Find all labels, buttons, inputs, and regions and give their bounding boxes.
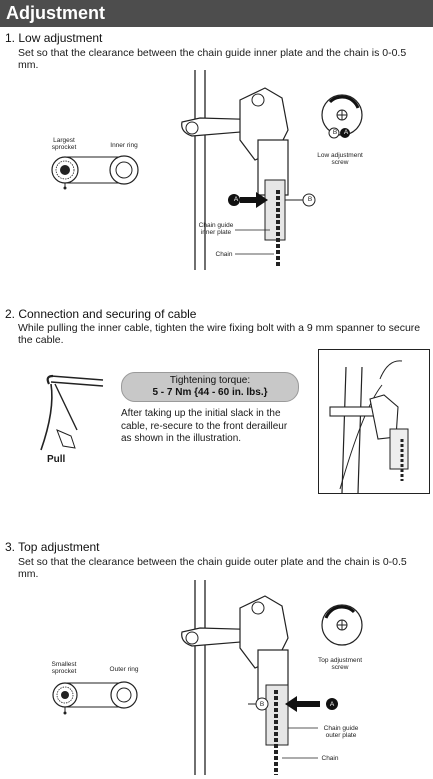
cable-securing-note: After taking up the initial slack in the cable, re-secure to the front derailleur as shown in the illustration. [121, 408, 288, 444]
chain-label-3: Chain [321, 755, 339, 762]
top-adjustment-screw-label: Top adjustment screw [317, 657, 363, 671]
derailleur-low-illustration [170, 70, 375, 270]
smallest-sprocket-label: Smallest sprocket [51, 661, 77, 675]
torque-badge [121, 372, 299, 402]
arrow-b-label-1: B [307, 196, 313, 203]
front-derailleur-cable-illustration [318, 349, 430, 494]
torque-title: Tightening torque: [169, 375, 251, 386]
torque-value: 5 - 7 Nm {44 - 60 in. lbs.} [152, 387, 268, 398]
largest-sprocket-label: Largest sprocket [51, 137, 77, 151]
low-adjustment-screw-label: Low adjustment screw [317, 152, 363, 166]
outer-ring-label: Outer ring [109, 666, 139, 673]
section-cable-title: 2. Connection and securing of cable [5, 307, 197, 321]
section-cable-text: While pulling the inner cable, tighten the wire fixing bolt with a 9 mm spanner to secure the cable. [18, 322, 421, 346]
pull-label: Pull [47, 454, 66, 465]
chain-guide-inner-plate-label: Chain guide inner plate [198, 222, 234, 236]
page-header [0, 0, 433, 27]
brake-lever-pull-illustration [35, 370, 105, 455]
chain-label-1: Chain [215, 251, 233, 258]
arrow-a-label-3: A [329, 701, 335, 708]
section-top-adjustment-title: 3. Top adjustment [5, 540, 100, 554]
sprocket-ring-illustration-3 [48, 675, 143, 720]
chain-guide-outer-plate-label: Chain guide outer plate [323, 725, 359, 739]
section-top-adjustment-text: Set so that the clearance between the chain guide outer plate and the chain is 0-0.5 mm. [18, 556, 407, 580]
inner-ring-label: Inner ring [110, 142, 138, 149]
arrow-a-label-1: A [233, 196, 239, 203]
arrow-b-label-3: B [259, 701, 265, 708]
section-low-adjustment-title: 1. Low adjustment [5, 31, 103, 45]
section-low-adjustment-text: Set so that the clearance between the chain guide inner plate and the chain is 0-0.5 mm. [18, 47, 407, 71]
dial-a-label-1: A [343, 129, 349, 136]
sprocket-ring-illustration-1 [48, 150, 143, 195]
dial-b-label-1: B [332, 129, 338, 136]
page-title: Adjustment [6, 3, 105, 23]
derailleur-top-illustration [170, 580, 375, 775]
